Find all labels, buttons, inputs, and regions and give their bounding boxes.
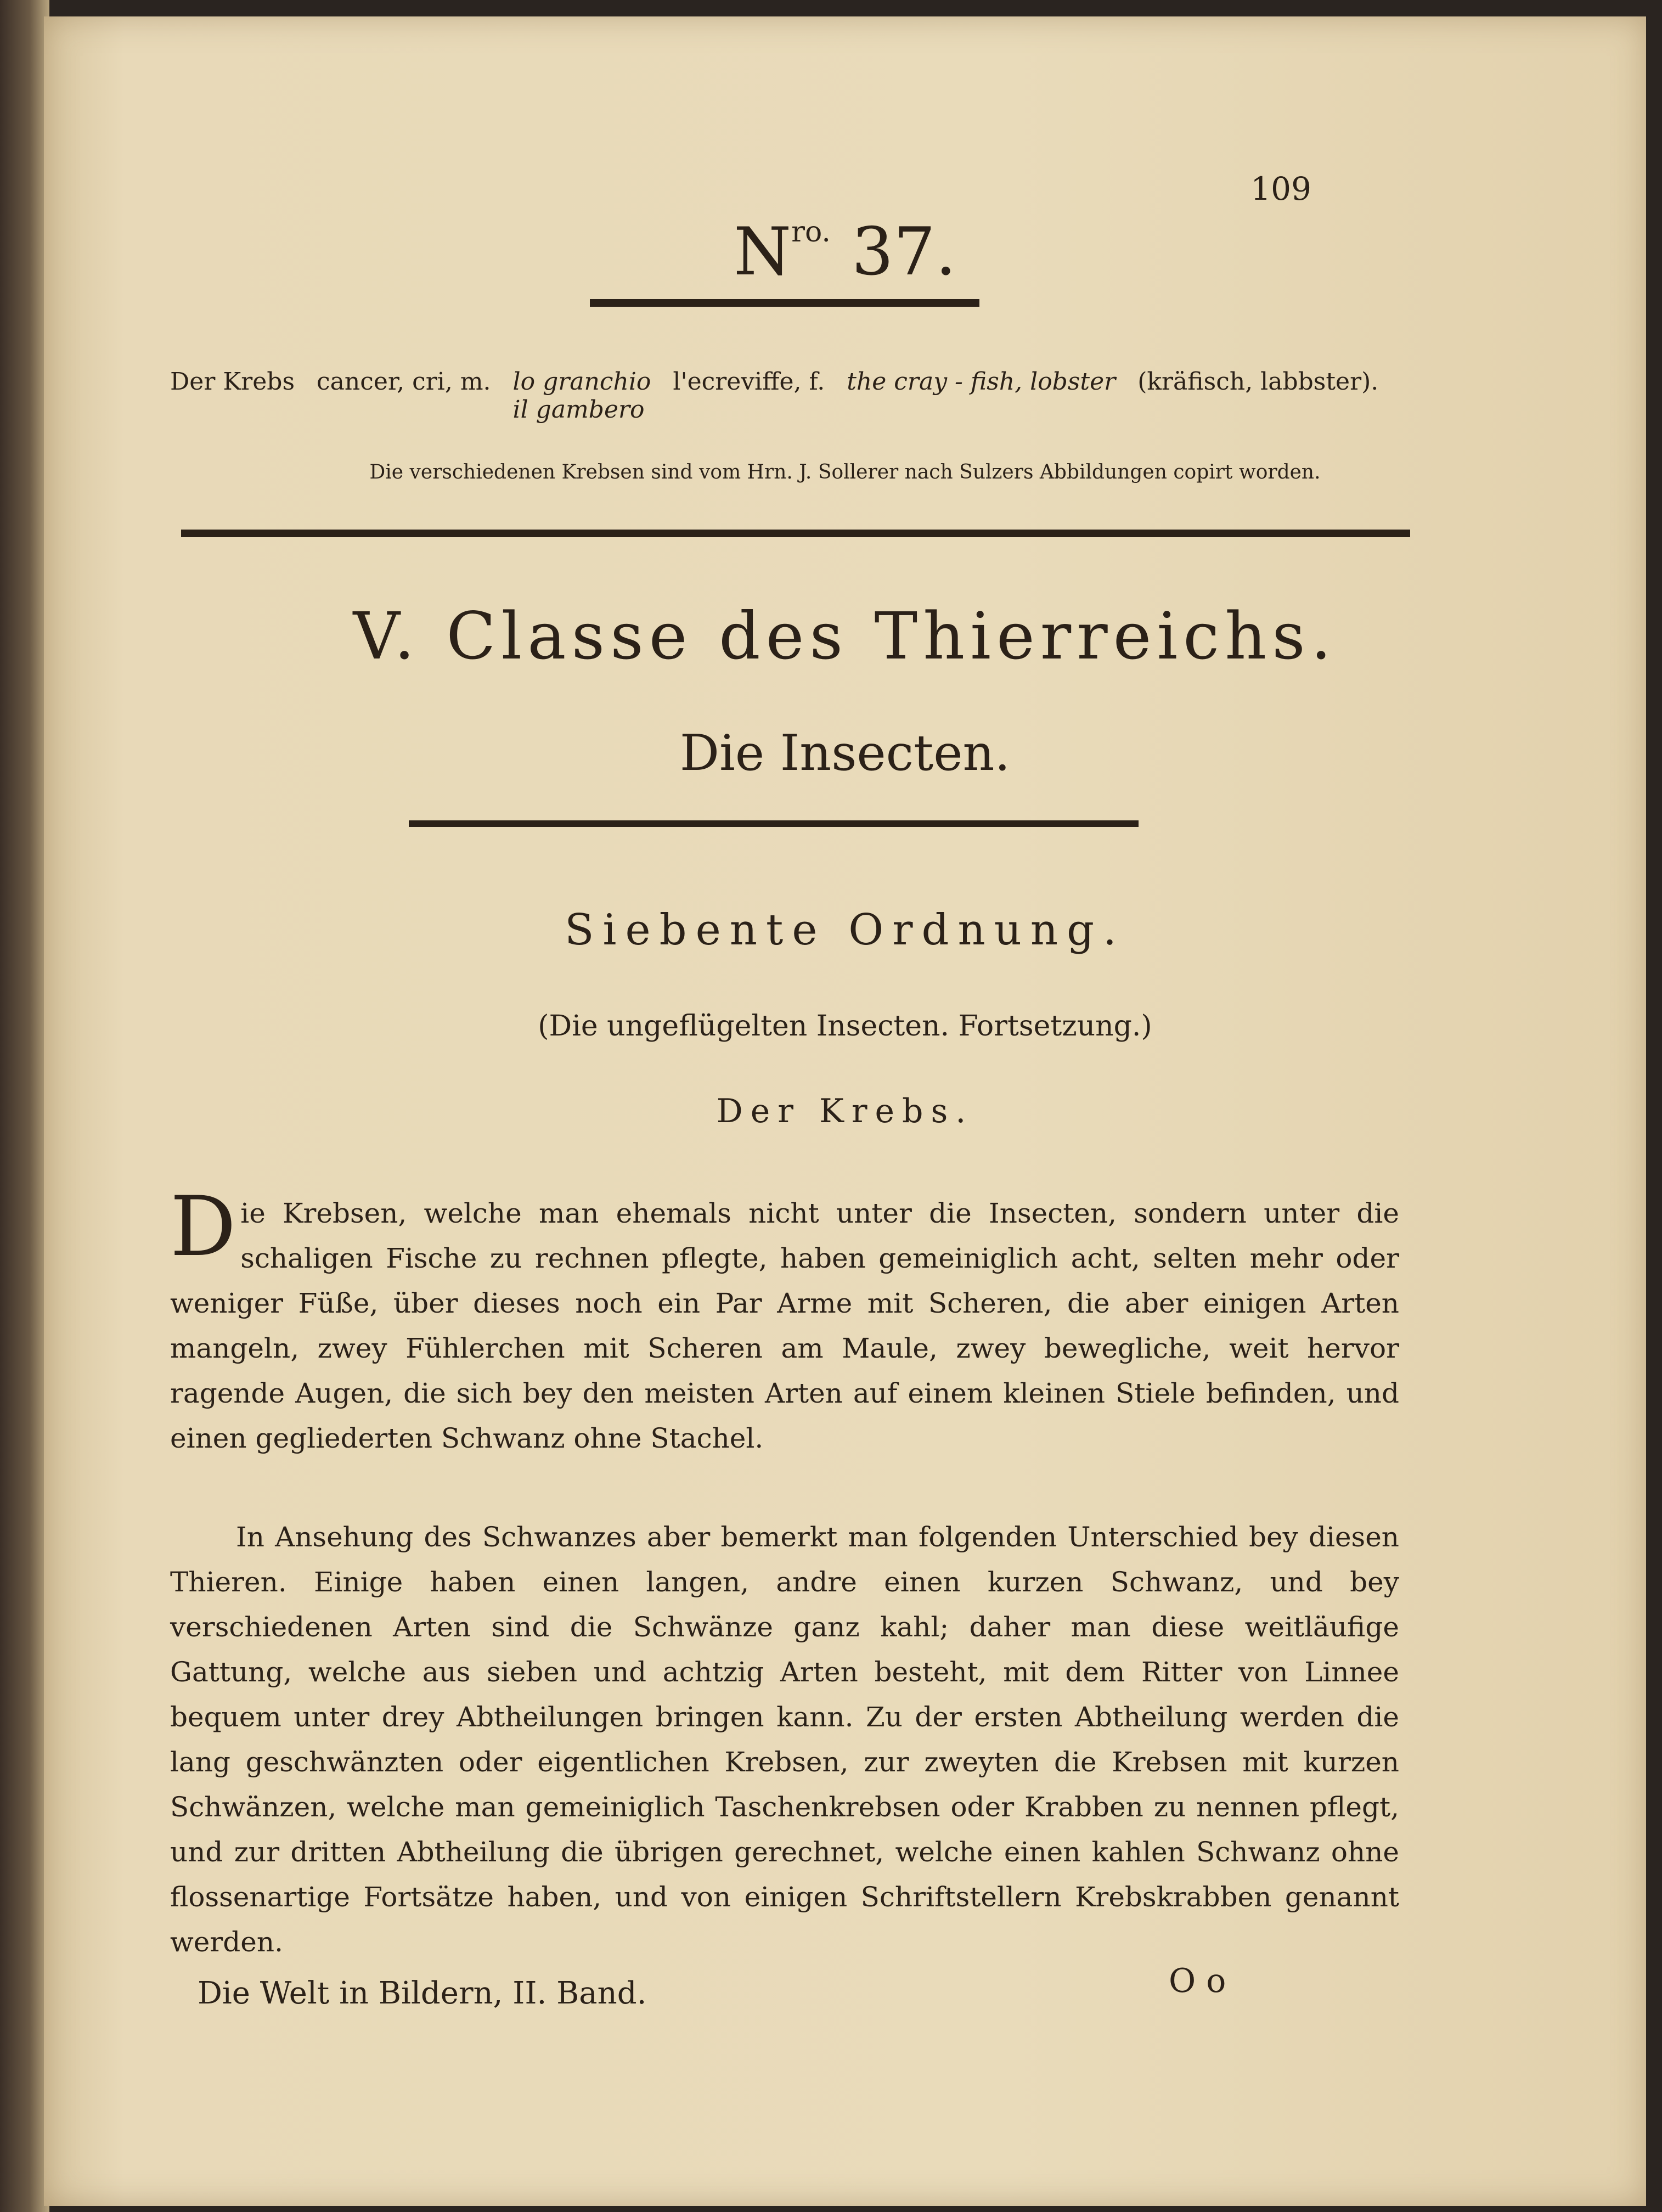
footer-signature: Die Welt in Bildern, II. Band.: [198, 1975, 647, 2011]
header-rule: [181, 530, 1410, 537]
name-english-note: (kräfisch, labbster).: [1137, 368, 1379, 396]
paragraph-2: In Ansehung des Schwanzes aber bemerkt man folgenden Unterschied bey diesen Thieren. Einige haben einen langen, andre einen kurzen Schwanz, und bey verschiedenen Arten sind die Schwänze ganz kahl; daher man diese weitläufige Gattung, welche aus sieben und achtzig Arten besteht, mit dem Ritter von Linnee bequem unter drey Abtheilungen bringen kann. Zu der ersten Abtheilung werden die lang geschwänzten oder eigentlichen Krebsen, zur zweyten die Krebsen mit kurzen Schwänzen, welche man gemeiniglich Taschenkrebsen oder Krabben zu nennen pflegt, und zur dritten Abtheilung die übrigen gerechnet, welche einen kahlen Schwanz ohne flossenartige Fortsätze haben, und von einigen Schriftstellern Krebskrabben genannt werden.: [170, 1521, 1399, 1958]
number-sup: ro.: [791, 216, 831, 249]
number-value: 37.: [852, 214, 956, 290]
name-german: Der Krebs: [170, 368, 295, 396]
class-subtitle: Die Insecten.: [679, 724, 1011, 782]
book-gutter: [0, 0, 49, 2212]
section-title: Der Krebs.: [716, 1092, 974, 1130]
name-latin: cancer, cri, m.: [317, 368, 491, 396]
page-number: 109: [1250, 170, 1311, 207]
name-italian-2: il gambero: [512, 396, 645, 424]
species-names: [170, 368, 1460, 424]
section-rule: [409, 820, 1139, 827]
number-rule: [590, 299, 979, 307]
footer-sheet-mark: O o: [1169, 1962, 1226, 2000]
number-heading: [44, 214, 1646, 290]
class-title: V. Classe des Thierreichs.: [353, 598, 1337, 674]
illustration-credit: Die verschiedenen Krebsen sind vom Hrn. J. Sollerer nach Sulzers Abbildungen copirt worden.: [369, 461, 1321, 483]
name-english: the cray - fish, lobster: [847, 368, 1116, 396]
order-title: Siebente Ordnung.: [565, 905, 1125, 955]
book-page: [44, 16, 1646, 2206]
paragraph-1: [170, 1179, 1399, 1461]
paragraph-1-text: ie Krebsen, welche man ehemals nicht unter die Insecten, sondern unter die schaligen Fische zu rechnen pflegte, haben gemeiniglich acht, selten mehr oder weniger Füße, über dieses noch ein Par Arme mit Scheren, die aber einigen Arten mangeln, zwey Fühlerchen mit Scheren am Maule, zwey bewegliche, weit hervor ragende Augen, die sich bey den meisten Arten auf einem kleinen Stiele befinden, und einen gegliederten Schwanz ohne Stachel.: [170, 1197, 1399, 1454]
order-subtitle: (Die ungeflügelten Insecten. Fortsetzung.): [538, 1010, 1152, 1043]
number-prefix: N: [734, 214, 792, 290]
drop-cap: D: [170, 1179, 236, 1275]
name-italian-1: lo granchio: [512, 368, 651, 396]
name-french: l'ecreviffe, f.: [673, 368, 825, 396]
name-italian: [513, 368, 651, 424]
